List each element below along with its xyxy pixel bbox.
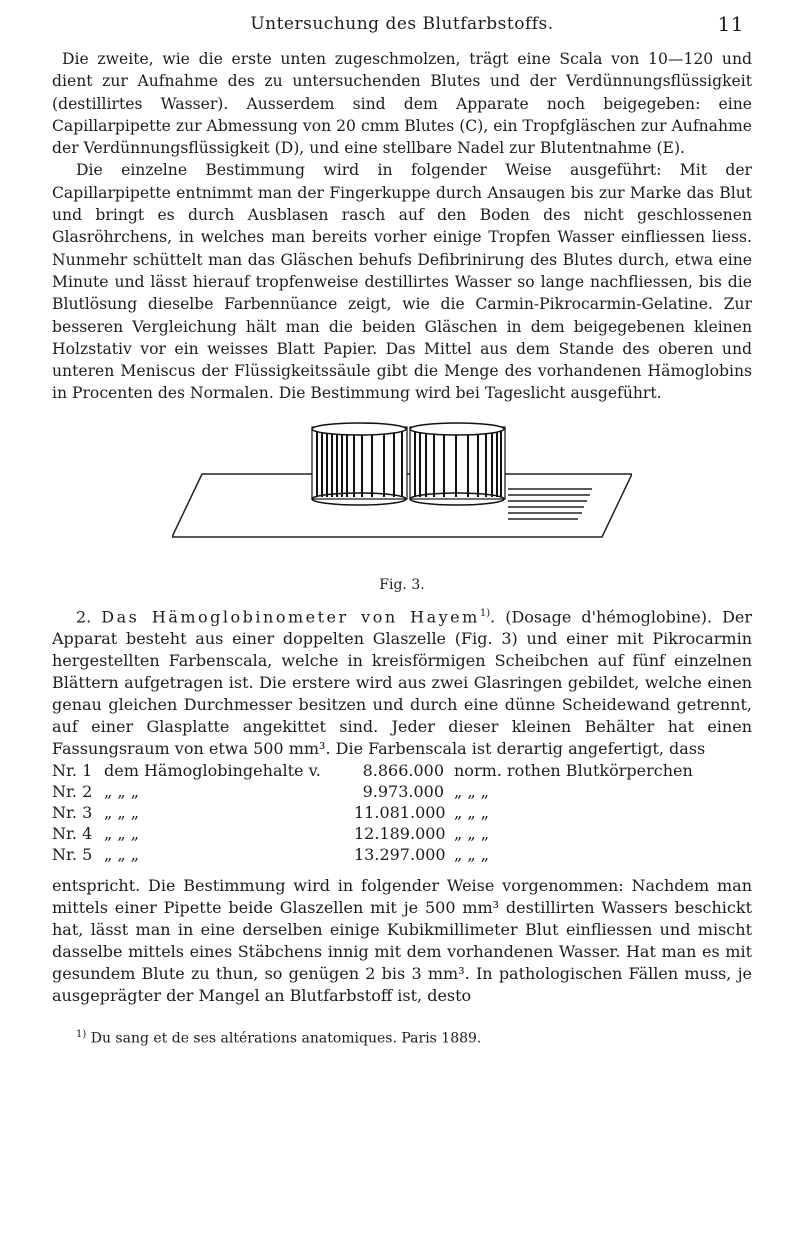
table-cell-nr: Nr. 1 [52, 761, 93, 781]
table-row [52, 781, 752, 802]
table-row [52, 802, 752, 823]
table-cell-desc: „ „ „ [104, 824, 140, 844]
table-cell-unit: „ „ „ [454, 845, 490, 865]
left-glass-ring [312, 423, 407, 505]
paragraph: Die zweite, wie die erste unten zugeschmolzen, trägt eine Scala von 10—120 und dient zur Aufnahme des zu untersuchenden Blutes und der Verdünnungsflüssigkeit (destillirtes Wasser). Ausserdem sind dem Apparate noch beigegeben: eine Capillarpipette zur Abmessung von 20 cmm Blutes (C), ein Tropfgläschen zur Aufnahme der Verdünnungsflüssigkeit (D), und eine stellbare Nadel zur Blutentnahme (E). [52, 50, 752, 158]
footnote-text: Du sang et de ses altérations anatomiques. Paris 1889. [90, 1030, 482, 1047]
table-cell-nr: Nr. 4 [52, 824, 93, 844]
footnote-reference: 1) [479, 607, 491, 619]
table-cell-desc: „ „ „ [104, 845, 140, 865]
glass-cell-illustration [172, 419, 632, 544]
paragraph: Die einzelne Bestimmung wird in folgender Weise ausgeführt: Mit der Capillarpipette entnimmt man der Fingerkuppe durch Ansaugen bis zur Marke das Blut und bringt es durch Ausblasen rasch auf den Boden des nicht geschlossenen Glasröhrchens, in welches man bereits vorher einige Tropfen Wasser einfliessen liess. Nunmehr schüttelt man das Gläschen behufs Defibrinirung des Blutes durch, etwa eine Minute und lässt hierauf tropfenweise destillirtes Wasser so lange nachfliessen, bis die Blutlösung dieselbe Farbennüance zeigt, wie die Carmin-Pikrocarmin-Gelatine. Zur besseren Vergleichung hält man die beiden Gläschen in dem beigegebenen kleinen Holzstativ vor ein weisses Blatt Papier. Das Mittel aus dem Stande des oberen und unteren Meniscus der Flüssigkeitssäule gibt die Menge des vorhandenen Hämoglobins in Procenten des Normalen. Die Bestimmung wird bei Tageslicht ausgeführt. [52, 161, 752, 403]
hemoglobin-scale-table [52, 760, 752, 865]
table-cell-nr: Nr. 5 [52, 845, 93, 865]
table-cell-value: 11.081.000 [354, 803, 446, 823]
table-cell-desc: „ „ „ [104, 803, 140, 823]
table-row [52, 823, 752, 844]
table-cell-unit: „ „ „ [454, 782, 490, 802]
section-hayem: 2. Das Hämoglobinometer von Hayem$^{1)}$. (Dosage d'hémoglobine). Der Apparat besteht aus einer doppelten Glaszelle (Fig. 3) und einer mit Pikrocarmin hergestellten Farbenscala, welche in kreisförmigen Scheibchen auf fünf einzelnen Blättern aufgetragen ist. Die erstere wird aus zwei Glasringen gebildet, welche einen genau gleichen Durchmesser besitzen und durch eine dünne Scheidewand getrennt, auf einer Glasplatte angekittet sind. Jeder dieser kleinen Behälter hat einen Fassungsraum von etwa 500 mm³. Die Farbenscala ist derartig angefertigt, dass [52, 607, 753, 759]
table-cell-unit: norm. rothen Blutkörperchen [454, 761, 693, 781]
body-text [52, 48, 752, 405]
page [52, 14, 752, 1047]
table-cell-nr: Nr. 3 [52, 803, 93, 823]
footnote-mark: 1) [76, 1029, 87, 1041]
figure [52, 419, 752, 569]
table-cell-value: 9.973.000 [362, 782, 444, 802]
paragraph: entspricht. Die Bestimmung wird in folgender Weise vorgenommen: Nachdem man mittels einer Pipette beide Glaszellen mit je 500 mm³ destillirten Wassers beschickt hat, lässt man in eine derselben einige Kubikmillimeter Blut einfliessen und mischt dasselbe mittels eines Stäbchens innig mit dem vorhandenen Wasser. Hat man es mit gesundem Blute zu thun, so genügen 2 bis 3 mm³. In pathologischen Fällen muss, je ausgeprägter der Mangel an Blutfarbstoff ist, desto [52, 876, 752, 1006]
figure-caption: Fig. 3. [379, 576, 425, 593]
table-cell-value: 8.866.000 [362, 761, 444, 781]
section-number: 2. [76, 607, 92, 627]
table-cell-value: 13.297.000 [354, 845, 446, 865]
table-cell-desc: dem Hämoglobingehalte v. [104, 761, 321, 781]
section-text: (Dosage d'hémoglobine). Der Apparat besteht aus einer doppelten Glaszelle (Fig. 3) und einer mit Pikrocarmin hergestellten Farbenscala, welche in kreisförmigen Scheibchen auf fünf einzelnen Blättern aufgetragen ist. Die erstere wird aus zwei Glasringen gebildet, welche einen genau gleichen Durchmesser besitzen und durch eine dünne Scheidewand getrennt, auf einer Glasplatte angekittet sind. Jeder dieser kleinen Behälter hat einen Fassungsraum von etwa 500 mm³. Die Farbenscala ist derartig angefertigt, dass [52, 607, 753, 759]
running-title: Untersuchung des Blutfarbstoffs. [250, 14, 554, 34]
continuation-text [52, 875, 752, 1007]
table-cell-nr: Nr. 2 [52, 782, 93, 802]
table-cell-desc: „ „ „ [104, 782, 140, 802]
right-glass-ring [410, 423, 505, 505]
section-heading: Das Hämoglobinometer von Hayem [101, 607, 480, 627]
table-cell-unit: „ „ „ [454, 824, 490, 844]
footnote [52, 1029, 752, 1047]
table-row [52, 760, 752, 781]
running-head [52, 14, 752, 42]
table-row [52, 844, 752, 865]
page-number: 11 [717, 12, 744, 36]
table-cell-unit: „ „ „ [454, 803, 490, 823]
table-cell-value: 12.189.000 [354, 824, 446, 844]
